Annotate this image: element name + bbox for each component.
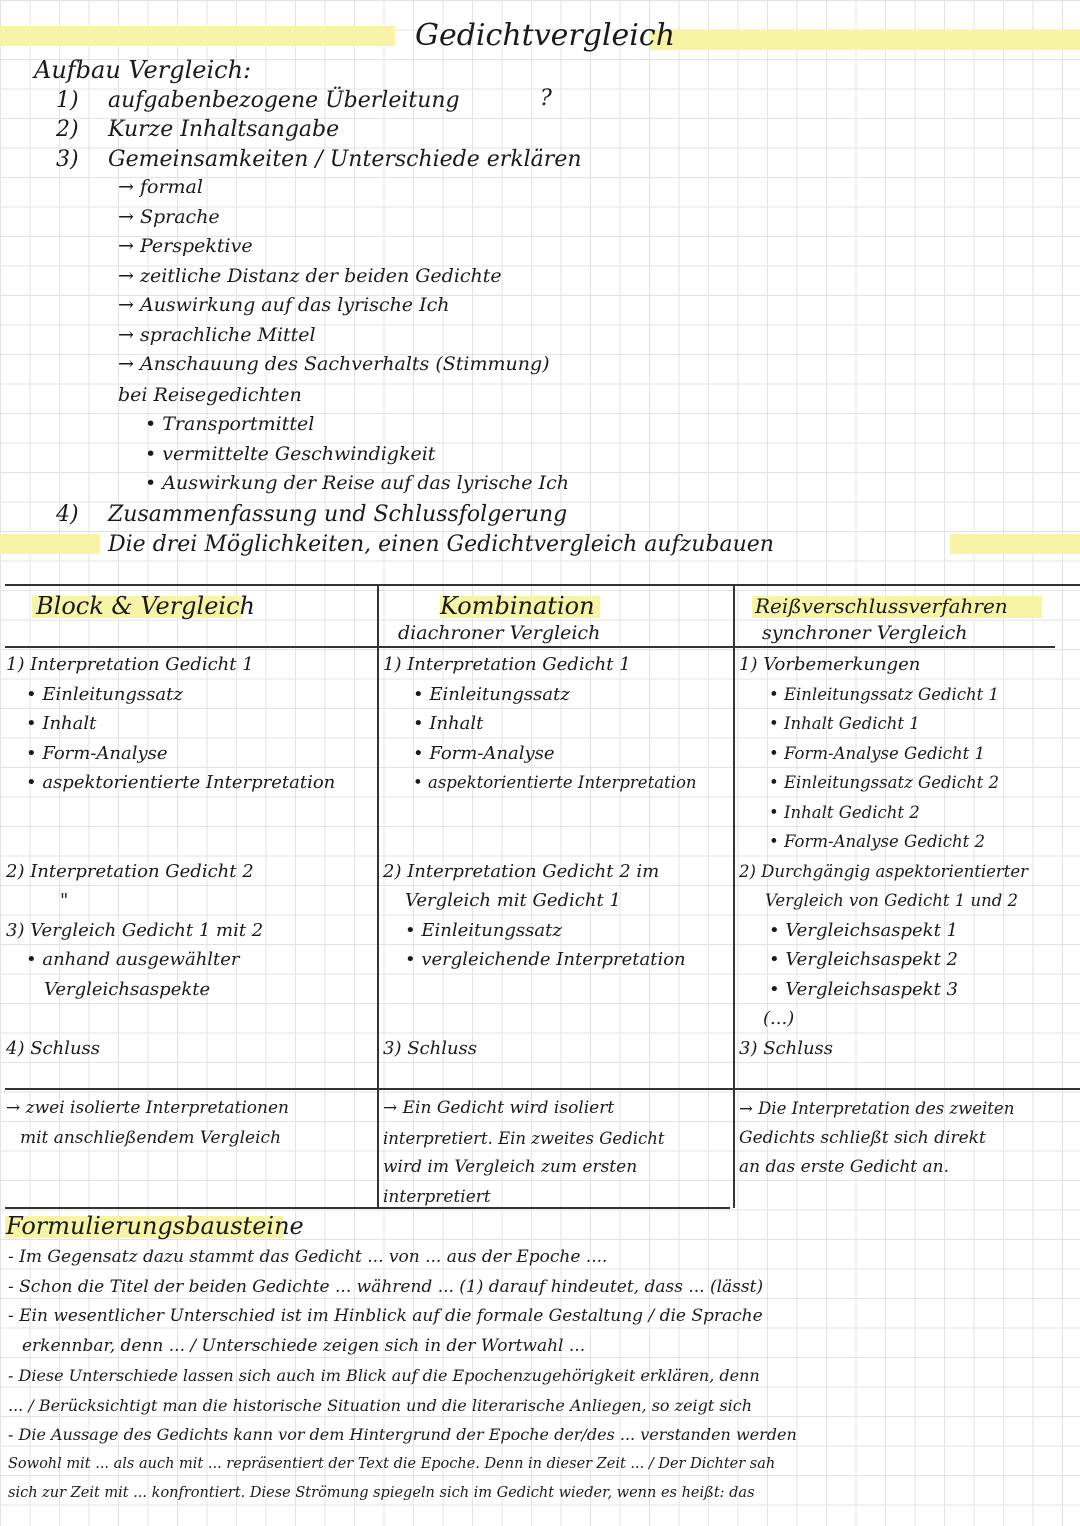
- col3-line: • Vergleichsaspekt 3: [769, 978, 958, 1000]
- col2-line: 2) Interpretation Gedicht 2 im: [383, 860, 660, 882]
- col3-line: 2) Durchgängig aspektorientierter: [739, 861, 1029, 881]
- col1-line: 3) Vergleich Gedicht 1 mit 2: [6, 919, 264, 941]
- title-highlight-left: [0, 26, 395, 46]
- col1-line: [6, 798, 374, 828]
- col1-header: Block & Vergleich: [36, 592, 255, 620]
- col2-line: [383, 1004, 731, 1034]
- col2-line: • Einleitungssatz: [413, 683, 570, 705]
- subtitle-highlight-right: [950, 534, 1080, 554]
- col1-line: 4) Schluss: [6, 1037, 101, 1059]
- subpoint: → Sprache: [118, 205, 220, 228]
- arrow-icon: →: [118, 264, 140, 287]
- col2-line: • vergleichende Interpretation: [405, 949, 686, 970]
- col1-body: [6, 650, 374, 1063]
- col1-footer-line: → zwei isolierte Interpretationen: [6, 1098, 289, 1118]
- table-divider-2: [733, 584, 735, 1208]
- table-top-line: [5, 584, 1080, 586]
- methods-subtitle: Die drei Möglichkeiten, einen Gedichtvergleich aufzubauen: [108, 532, 774, 557]
- arrow-icon: →: [118, 205, 140, 228]
- col3-line: (...): [763, 1008, 795, 1029]
- travel-point: • vermittelte Geschwindigkeit: [145, 442, 436, 465]
- subtitle-highlight-left: [0, 534, 100, 554]
- col3-footer-line: → Die Interpretation des zweiten: [739, 1099, 1015, 1118]
- col3-header: Reißverschlussverfahren: [755, 594, 1008, 618]
- col1-line: • anhand ausgewählter: [26, 949, 240, 970]
- col2-footer-line: interpretiert: [383, 1186, 491, 1207]
- col2-footer-line: interpretiert. Ein zweites Gedicht: [383, 1128, 665, 1148]
- col2-line: [383, 975, 731, 1005]
- col2-line: • Form-Analyse: [413, 742, 555, 764]
- col2-line: • Inhalt: [413, 713, 484, 734]
- col2-line: 1) Interpretation Gedicht 1: [383, 654, 631, 675]
- phrases-heading: Formulierungsbausteine: [6, 1212, 304, 1240]
- step-2-text: Kurze Inhaltsangabe: [108, 117, 340, 142]
- table-divider-1: [377, 584, 379, 1208]
- step-1-text: aufgabenbezogene Überleitung: [108, 88, 460, 113]
- subpoint: → Anschauung des Sachverhalts (Stimmung): [118, 353, 550, 375]
- col3-footer-line: an das erste Gedicht an.: [739, 1157, 949, 1177]
- col3-subheader: synchroner Vergleich: [762, 622, 968, 644]
- phrase-line: - Ein wesentlicher Unterschied ist im Hinblick auf die formale Gestaltung / die Sprache: [8, 1306, 763, 1326]
- col3-line: 1) Vorbemerkungen: [739, 654, 921, 675]
- subpoint: → Auswirkung auf das lyrische Ich: [118, 294, 450, 316]
- phrase-line: - Im Gegensatz dazu stammt das Gedicht ... von ... aus der Epoche ....: [8, 1247, 608, 1267]
- col2-line: 3) Schluss: [383, 1037, 478, 1059]
- col3-line: 3) Schluss: [739, 1037, 834, 1059]
- col3-line: • Form-Analyse Gedicht 2: [769, 832, 986, 851]
- col1-footer: [6, 1094, 374, 1153]
- subpoint: → sprachliche Mittel: [118, 323, 316, 346]
- arrow-icon: →: [118, 235, 140, 257]
- phrases-list: [8, 1243, 1076, 1509]
- title-highlight-right: [650, 30, 1080, 50]
- phrase-line: - Schon die Titel der beiden Gedichte ... während ... (1) darauf hindeutet, dass ... (lässt): [8, 1276, 764, 1297]
- col3-line: • Einleitungssatz Gedicht 1: [769, 684, 1000, 704]
- col3-line: • Vergleichsaspekt 1: [769, 919, 958, 941]
- col2-line: Vergleich mit Gedicht 1: [405, 890, 621, 911]
- col1-line: ": [60, 890, 69, 911]
- arrow-icon: →: [118, 323, 140, 346]
- step-4-num: 4): [56, 502, 79, 527]
- table-header-line: [5, 646, 1055, 648]
- arrow-icon: →: [118, 176, 140, 198]
- col1-line: 1) Interpretation Gedicht 1: [6, 654, 254, 675]
- step-3-num: 3): [56, 147, 79, 172]
- col1-line: [6, 827, 374, 857]
- col2-subheader: diachroner Vergleich: [398, 622, 601, 644]
- col3-line: • Inhalt Gedicht 2: [769, 802, 920, 822]
- table-footer-line: [5, 1088, 1080, 1090]
- col2-line: [383, 827, 731, 857]
- travel-heading: bei Reisegedichten: [118, 384, 302, 406]
- col2-header: Kombination: [440, 592, 595, 620]
- col1-line: • Inhalt: [26, 713, 97, 734]
- arrow-icon: →: [118, 353, 140, 375]
- step-1-num: 1): [56, 88, 79, 113]
- col3-line: Vergleich von Gedicht 1 und 2: [765, 891, 1019, 910]
- col1-line: 2) Interpretation Gedicht 2: [6, 860, 254, 882]
- step-1-mark: ?: [540, 86, 552, 111]
- col3-line: • Vergleichsaspekt 2: [769, 949, 958, 970]
- col1-footer-line: mit anschließendem Vergleich: [20, 1127, 282, 1148]
- col1-line: [6, 1004, 374, 1034]
- col2-footer-line: → Ein Gedicht wird isoliert: [383, 1098, 615, 1118]
- step-3-text: Gemeinsamkeiten / Unterschiede erklären: [108, 147, 582, 172]
- col2-line: • aspektorientierte Interpretation: [413, 773, 697, 792]
- phrase-line: sich zur Zeit mit ... konfrontiert. Diese Strömung spiegeln sich im Gedicht wieder, wenn es heißt: das: [8, 1485, 755, 1501]
- col2-footer-line: wird im Vergleich zum ersten: [383, 1157, 638, 1177]
- col3-footer-line: Gedichts schließt sich direkt: [739, 1127, 986, 1148]
- phrase-line: erkennbar, denn ... / Unterschiede zeigen sich in der Wortwahl ...: [22, 1335, 586, 1356]
- col2-line: [383, 798, 731, 828]
- phrase-line: ... / Berücksichtigt man die historische Situation und die literarische Anliegen, so zeigt sich: [8, 1395, 752, 1415]
- step-4-text: Zusammenfassung und Schlussfolgerung: [108, 502, 568, 527]
- col3-line: • Form-Analyse Gedicht 1: [769, 743, 986, 763]
- col2-line: • Einleitungssatz: [405, 919, 562, 941]
- col3-line: • Einleitungssatz Gedicht 2: [769, 773, 1000, 792]
- col2-footer: [383, 1094, 731, 1212]
- structure-heading: Aufbau Vergleich:: [34, 56, 252, 84]
- phrase-line: Sowohl mit ... als auch mit ... repräsentiert der Text die Epoche. Denn in dieser Zeit ... / Der Dichter sah: [8, 1455, 776, 1472]
- col1-line: • Einleitungssatz: [26, 683, 183, 705]
- phrase-line: - Diese Unterschiede lassen sich auch im Blick auf die Epochenzugehörigkeit erklären, denn: [8, 1366, 760, 1385]
- col3-footer: [739, 1094, 1077, 1183]
- col1-line: • aspektorientierte Interpretation: [26, 772, 336, 793]
- col1-line: • Form-Analyse: [26, 742, 168, 764]
- col1-line: Vergleichsaspekte: [44, 978, 211, 1000]
- col3-line: • Inhalt Gedicht 1: [769, 714, 920, 733]
- travel-point: • Transportmittel: [145, 413, 315, 435]
- subpoint: → zeitliche Distanz der beiden Gedichte: [118, 264, 502, 287]
- travel-point: • Auswirkung der Reise auf das lyrische Ich: [145, 472, 569, 494]
- col3-body: [739, 650, 1077, 1063]
- step-2-num: 2): [56, 117, 79, 142]
- subpoint: → formal: [118, 176, 203, 198]
- arrow-icon: →: [118, 294, 140, 316]
- page-title: Gedichtvergleich: [415, 18, 676, 53]
- subpoint-list: [118, 176, 550, 383]
- travel-point-list: [145, 413, 569, 502]
- col2-body: [383, 650, 731, 1063]
- subpoint: → Perspektive: [118, 235, 253, 257]
- phrase-line: - Die Aussage des Gedichts kann vor dem Hintergrund der Epoche der/des ... verstanden werden: [8, 1425, 797, 1444]
